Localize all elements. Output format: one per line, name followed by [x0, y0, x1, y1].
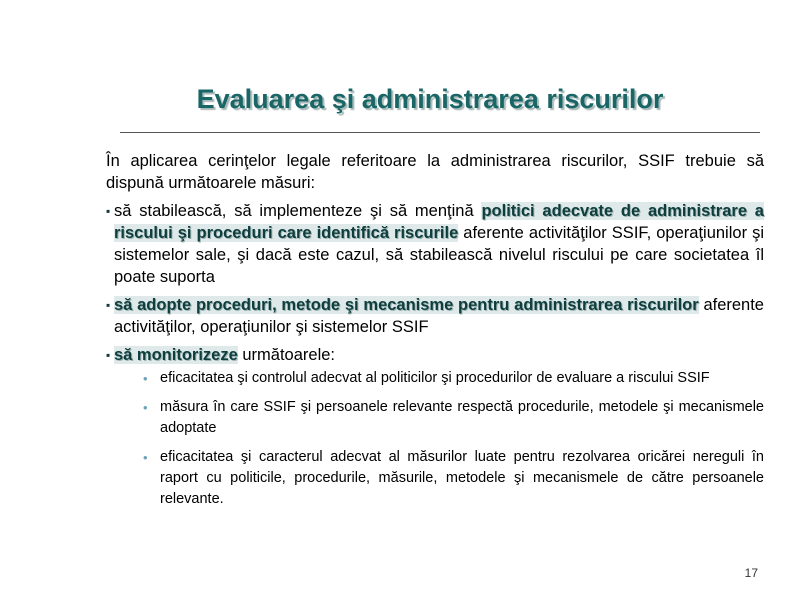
sub-item-text: măsura în care SSIF şi persoanele relevante respectă procedurile, metodele şi mecanismele adoptate [160, 399, 764, 436]
bullet-text-post: următoarele: [237, 346, 336, 364]
round-bullet-icon: • [143, 450, 148, 465]
list-item [106, 447, 764, 510]
intro-paragraph: În aplicarea cerinţelor legale referitoare la administrarea riscurilor, SSIF trebuie să dispună următoarele măsuri: [106, 152, 764, 192]
list-item [106, 397, 764, 439]
square-bullet-icon: ▪ [106, 348, 111, 362]
bullet-text-post: aferente activităţilor, operaţiunilor şi sistemelor SSIF [114, 296, 764, 336]
round-bullet-icon: • [143, 400, 148, 415]
round-bullet-icon: • [143, 371, 148, 386]
page-number: 17 [744, 566, 758, 580]
bullet-text-pre: să stabilească, să implementeze şi să menţină [114, 202, 482, 220]
slide-title: Evaluarea şi administrarea riscurilor [196, 84, 664, 114]
monitor-sublist [106, 368, 764, 510]
bullet-item-procedures [106, 294, 764, 338]
bullet-text-post: aferente activităţilor SSIF, operaţiunilor şi sistemelor sale, şi dacă este cazul, să stabilească nivelul riscului pe care societatea îl poate suporta [114, 224, 765, 286]
bullet-text-highlight: să monitorizeze [114, 346, 238, 364]
square-bullet-icon: ▪ [106, 204, 111, 218]
bullet-item-policies [106, 200, 764, 288]
sub-item-text: eficacitatea şi caracterul adecvat al măsurilor luate pentru rezolvarea oricărei nereguli în raport cu politicile, procedurile, măsurile, metodele şi mecanismele de către persoanele relevante. [160, 449, 764, 507]
list-item [106, 368, 764, 389]
bullet-text-highlight: să adopte proceduri, metode şi mecanisme pentru administrarea riscurilor [114, 296, 699, 314]
square-bullet-icon: ▪ [106, 298, 111, 312]
sub-item-text: eficacitatea şi controlul adecvat al politicilor şi procedurilor de evaluare a riscului SSIF [160, 370, 710, 386]
bullet-text-highlight: politici adecvate de administrare a riscului şi proceduri care identifică riscurile [114, 202, 764, 242]
title-divider [120, 132, 760, 133]
bullet-item-monitor [106, 344, 764, 366]
slide-body [106, 150, 764, 518]
